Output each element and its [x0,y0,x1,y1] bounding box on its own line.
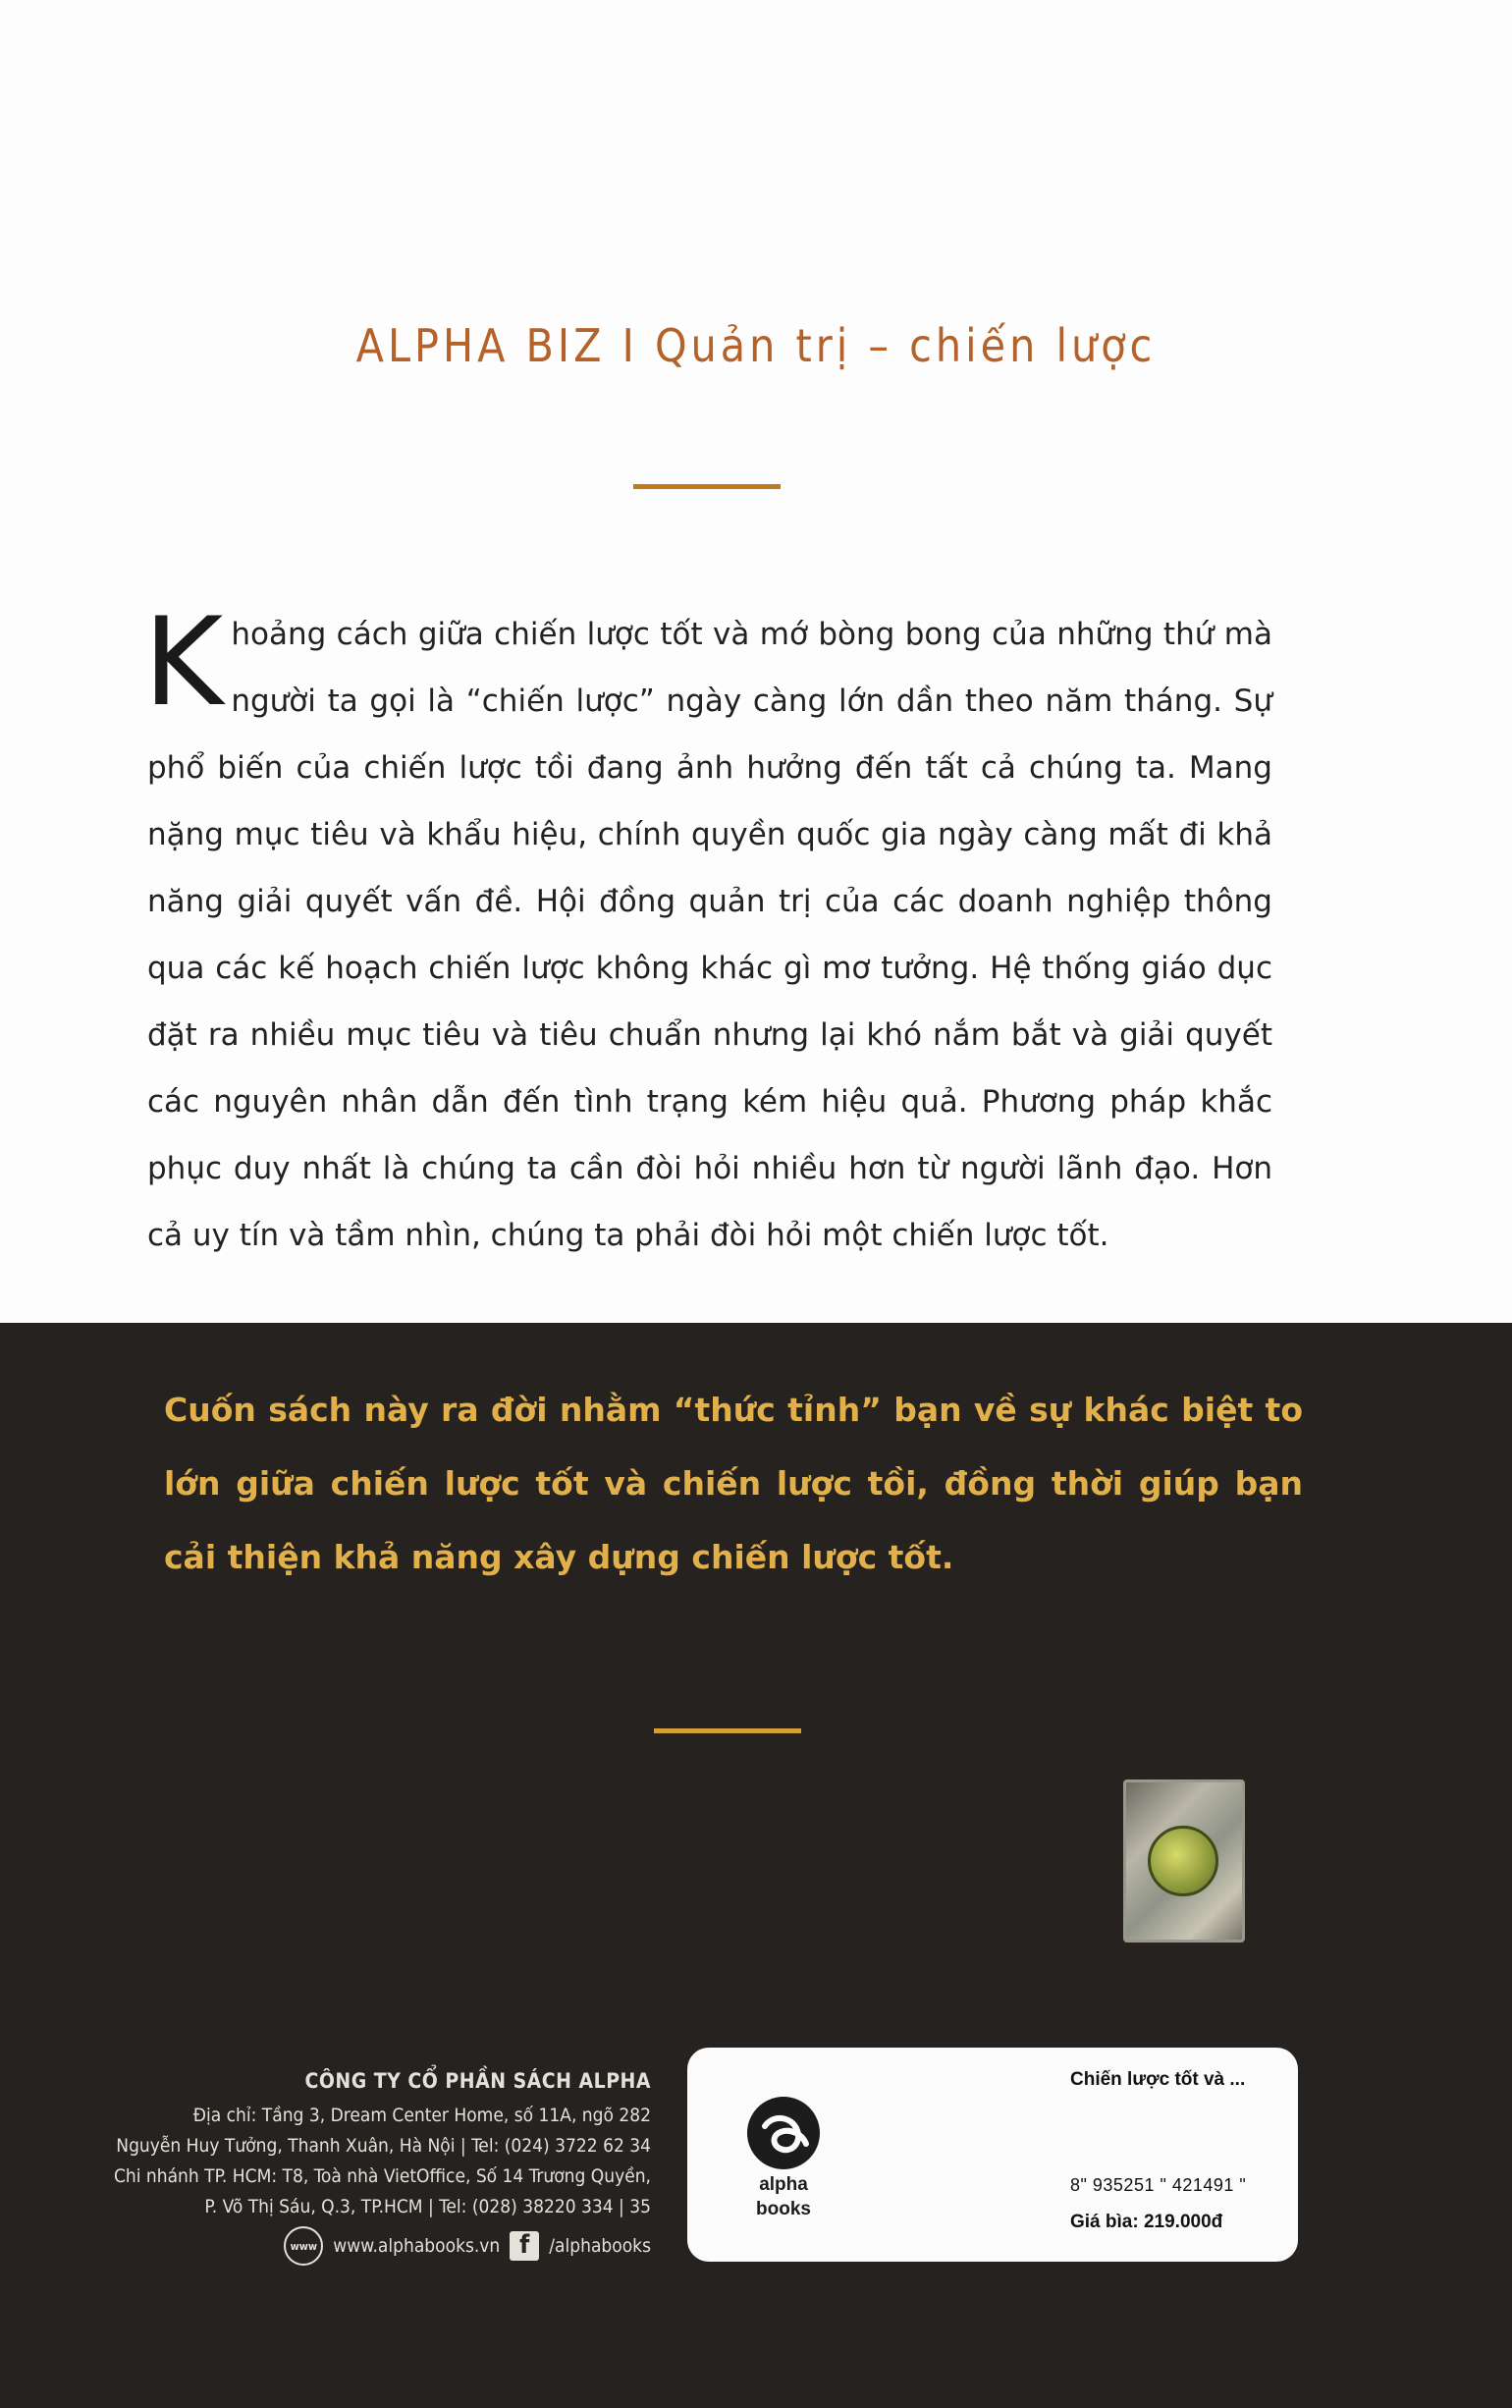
divider-bottom [654,1728,801,1733]
blurb-paragraph [143,592,1272,1269]
logo-word-books: books [756,2199,811,2219]
label-book-title: Chiến lược tốt và ... [1070,2069,1246,2090]
logo-word-alpha: alpha [759,2174,808,2195]
publisher-name: CÔNG TY CỔ PHẦN SÁCH ALPHA [304,2069,651,2093]
address-line-1: Địa chỉ: Tầng 3, Dream Center Home, số 11A, ngõ 282 [192,2105,651,2126]
facebook-icon: f [510,2231,539,2261]
label-isbn: 8" 935251 " 421491 " [1070,2175,1247,2195]
address-line-2: Nguyễn Huy Tưởng, Thanh Xuân, Hà Nội | Tel: (024) 3722 62 34 [116,2135,651,2157]
contact-row [114,2226,651,2266]
globe-icon: www [284,2226,323,2266]
label-price: Giá bìa: 219.000đ [1070,2212,1223,2232]
divider-top [633,484,781,489]
blurb-text: hoảng cách giữa chiến lược tốt và mớ bòng bong của những thứ mà người ta gọi là “chiến lược” ngày càng lớn dần theo năm tháng. Sự phổ biến của chiến lược tồi đang ảnh hưởng đến tất cả chúng ta. Mang nặng mục tiêu và khẩu hiệu, chính quyền quốc gia ngày càng mất đi khả năng giải quyết vấn đề. Hội đồng quản trị của các doanh nghiệp thông qua các kế hoạch chiến lược không khác gì mơ tưởng. Hệ thống giáo dục đặt ra nhiều mục tiêu và tiêu chuẩn nhưng lại khó nắm bắt và giải quyết các nguyên nhân dẫn đến tình trạng kém hiệu quả. Phương pháp khắc phục duy nhất là chúng ta cần đòi hỏi nhiều hơn từ người lãnh đạo. Hơn cả uy tín và tầm nhìn, chúng ta phải đòi hỏi một chiến lược tốt. [147,617,1272,1253]
website-link[interactable]: www.alphabooks.vn [333,2234,501,2257]
facebook-link[interactable]: /alphabooks [549,2234,651,2257]
drop-cap: K [143,592,224,734]
publisher-info [114,2066,651,2266]
hologram-seal-icon [1148,1826,1218,1896]
series-title: ALPHA BIZ I Quản trị – chiến lược [355,319,1157,372]
branch-line-1: Chi nhánh TP. HCM: T8, Toà nhà VietOffice, Số 14 Trương Quyền, [113,2165,651,2187]
branch-line-2: P. Võ Thị Sáu, Q.3, TP.HCM | Tel: (028) 38220 334 | 35 [204,2196,651,2217]
hologram-sticker [1123,1779,1245,1943]
tagline: Cuốn sách này ra đời nhằm “thức tỉnh” bạn về sự khác biệt to lớn giữa chiến lược tốt và chiến lược tồi, đồng thời giúp bạn cải thiện khả năng xây dựng chiến lược tốt. [164,1391,1303,1576]
price-label [687,2048,1298,2262]
alphabooks-logo [734,2097,833,2218]
alpha-logo-icon [747,2097,820,2169]
